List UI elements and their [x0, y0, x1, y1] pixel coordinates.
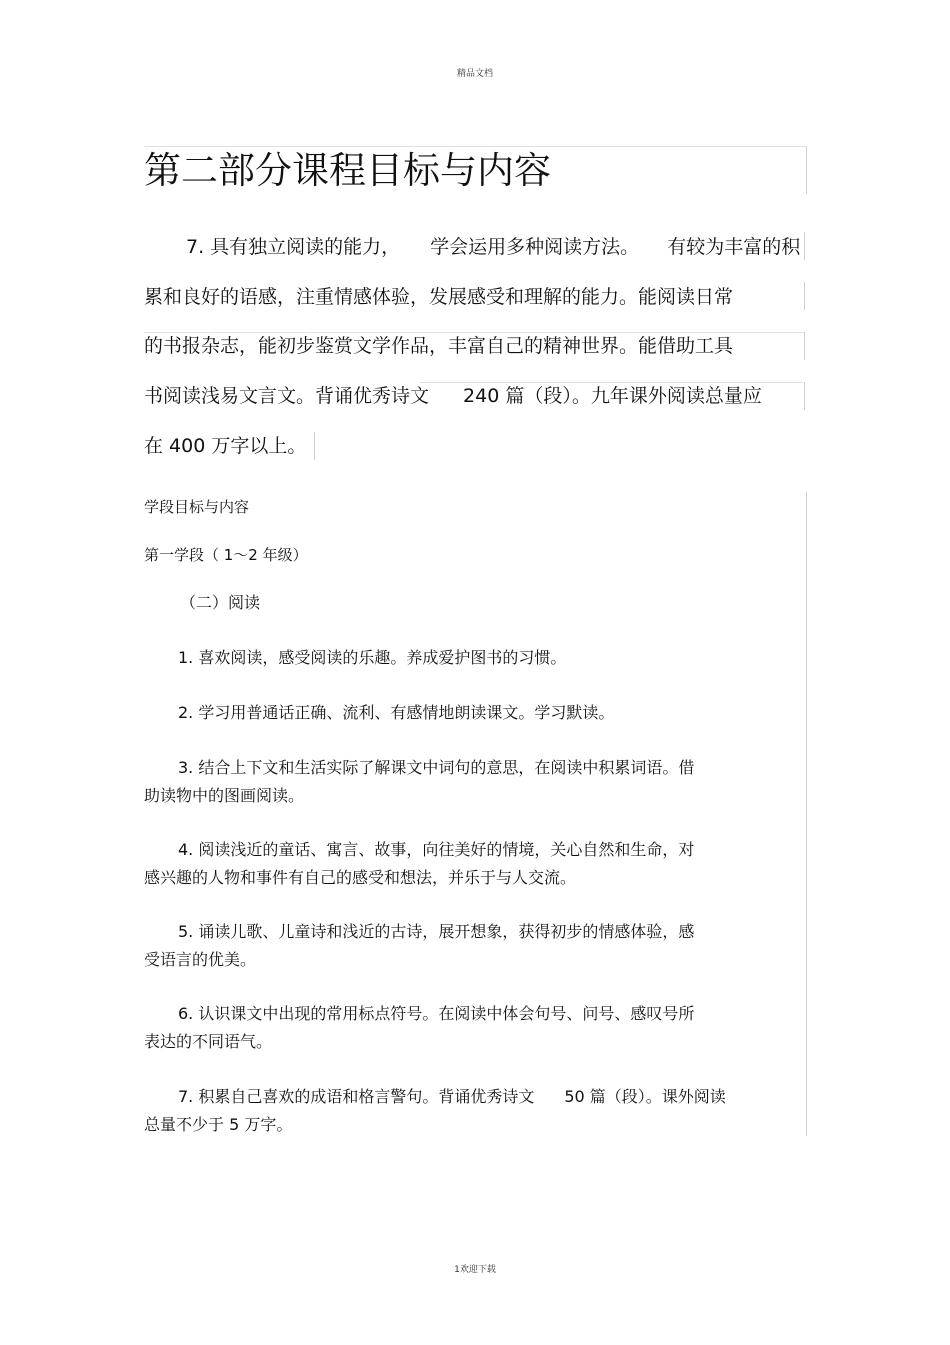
intro-right-border-1: [804, 232, 805, 260]
reading-item-3-line-2: 助读物中的图画阅读。: [144, 786, 305, 805]
reading-item-1: 1. 喜欢阅读，感受阅读的乐趣。养成爱护图书的习惯。: [178, 648, 567, 667]
reading-item-2: 2. 学习用普通话正确、流利、有感情地朗读课文。学习默读。: [178, 703, 615, 722]
intro-right-border-2: [804, 282, 805, 310]
reading-item-6-line-1: 6. 认识课文中出现的常用标点符号。在阅读中体会句号、问号、感叹号所: [178, 1004, 695, 1023]
stage-heading: 第一学段（ 1～2 年级）: [144, 546, 308, 564]
intro-line-4-part-a: 书阅读浅易文言文。背诵优秀诗文: [144, 385, 430, 407]
page-title: 第二部分课程目标与内容: [144, 149, 551, 192]
intro-right-border-3: [804, 332, 805, 360]
intro-right-border-4: [804, 382, 805, 410]
reading-item-5-line-2: 受语言的优美。: [144, 950, 257, 969]
reading-item-6-line-2: 表达的不同语气。: [144, 1032, 273, 1051]
section-right-border: [806, 492, 807, 1136]
section-heading: 学段目标与内容: [144, 498, 250, 516]
intro-line-4-part-b: 240 篇（段）。九年课外阅读总量应: [463, 385, 762, 407]
page-header: 精品文档: [456, 69, 493, 79]
intro-line-1-part-b: 学会运用多种阅读方法。: [430, 236, 640, 258]
reading-item-4-line-1: 4. 阅读浅近的童话、寓言、故事，向往美好的情境，关心自然和生命，对: [178, 840, 695, 859]
subsection-heading: （二）阅读: [180, 593, 261, 612]
intro-line-3: 的书报杂志，能初步鉴赏文学作品，丰富自己的精神世界。能借助工具: [144, 335, 734, 357]
reading-item-7-line-1: [178, 1086, 726, 1108]
title-right-border: [806, 146, 807, 194]
reading-item-3-line-1: 3. 结合上下文和生活实际了解课文中词句的意思，在阅读中积累词语。借: [178, 758, 695, 777]
reading-item-7-part-b: 50 篇（段）。课外阅读: [564, 1087, 726, 1106]
intro-line-1-part-a: 7. 具有独立阅读的能力，: [186, 236, 401, 258]
intro-line-4: [144, 384, 762, 408]
page-footer: 1欢迎下载: [454, 1265, 496, 1275]
reading-item-7-line-2: 总量不少于 5 万字。: [144, 1115, 293, 1134]
reading-item-7-part-a: 7. 积累自己喜欢的成语和格言警句。背诵优秀诗文: [178, 1087, 535, 1106]
intro-right-border-5: [314, 432, 315, 460]
intro-row4-top: [420, 382, 804, 383]
intro-line-1: [186, 235, 800, 259]
reading-item-5-line-1: 5. 诵读儿歌、儿童诗和浅近的古诗，展开想象，获得初步的情感体验，感: [178, 922, 695, 941]
intro-line-1-part-c: 有较为丰富的积: [667, 236, 801, 258]
intro-row3-top: [144, 332, 804, 333]
intro-line-2: 累和良好的语感，注重情感体验，发展感受和理解的能力。能阅读日常: [144, 286, 734, 308]
title-top-border: [144, 146, 806, 147]
reading-item-4-line-2: 感兴趣的人物和事件有自己的感受和想法，并乐于与人交流。: [144, 868, 577, 887]
intro-line-5: 在 400 万字以上。: [144, 435, 307, 457]
